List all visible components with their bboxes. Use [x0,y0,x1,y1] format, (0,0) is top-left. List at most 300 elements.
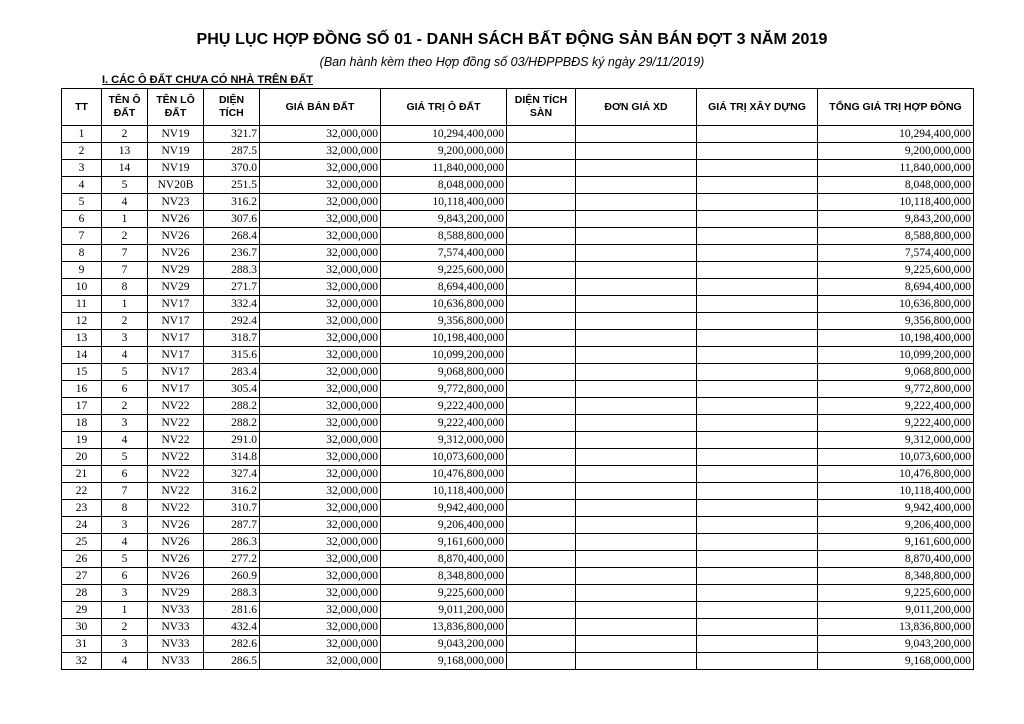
cell-gia-tri-o-dat: 11,840,000,000 [381,160,507,177]
cell-gia-tri-xay-dung [697,143,818,160]
cell-tt: 25 [62,534,102,551]
cell-ten-o-dat: 1 [102,296,148,313]
cell-ten-lo-dat: NV22 [148,500,204,517]
cell-gia-tri-o-dat: 9,225,600,000 [381,262,507,279]
cell-tong-gia-tri: 9,222,400,000 [818,415,974,432]
cell-dien-tich-san [507,313,576,330]
cell-dien-tich: 236.7 [204,245,260,262]
cell-dien-tich: 321.7 [204,126,260,143]
cell-tt: 10 [62,279,102,296]
cell-ten-o-dat: 1 [102,211,148,228]
cell-ten-o-dat: 3 [102,330,148,347]
cell-tong-gia-tri: 8,694,400,000 [818,279,974,296]
cell-tt: 6 [62,211,102,228]
cell-ten-lo-dat: NV17 [148,364,204,381]
cell-gia-tri-xay-dung [697,415,818,432]
table-row [62,636,974,653]
table-row [62,534,974,551]
cell-tt: 5 [62,194,102,211]
cell-gia-tri-xay-dung [697,517,818,534]
cell-dien-tich-san [507,449,576,466]
cell-don-gia-xd [576,313,697,330]
cell-dien-tich-san [507,177,576,194]
cell-ten-lo-dat: NV29 [148,585,204,602]
cell-tong-gia-tri: 10,118,400,000 [818,483,974,500]
cell-gia-ban-dat: 32,000,000 [260,177,381,194]
cell-don-gia-xd [576,619,697,636]
cell-gia-tri-o-dat: 9,200,000,000 [381,143,507,160]
cell-ten-o-dat: 2 [102,228,148,245]
cell-ten-o-dat: 6 [102,466,148,483]
cell-gia-tri-o-dat: 9,068,800,000 [381,364,507,381]
cell-dien-tich-san [507,585,576,602]
cell-tt: 1 [62,126,102,143]
header-gia-tri-o-dat: GIÁ TRỊ Ô ĐẤT [381,89,507,126]
cell-don-gia-xd [576,551,697,568]
header-ten-lo-dat: TÊN LÔ ĐẤT [148,89,204,126]
cell-gia-tri-xay-dung [697,602,818,619]
cell-tt: 8 [62,245,102,262]
cell-gia-tri-o-dat: 9,161,600,000 [381,534,507,551]
cell-gia-tri-xay-dung [697,347,818,364]
cell-dien-tich: 286.3 [204,534,260,551]
cell-gia-ban-dat: 32,000,000 [260,636,381,653]
cell-tong-gia-tri: 10,636,800,000 [818,296,974,313]
cell-dien-tich-san [507,415,576,432]
cell-gia-tri-o-dat: 8,348,800,000 [381,568,507,585]
cell-dien-tich-san [507,551,576,568]
table-row [62,347,974,364]
cell-ten-o-dat: 3 [102,636,148,653]
cell-dien-tich: 288.2 [204,415,260,432]
cell-gia-ban-dat: 32,000,000 [260,551,381,568]
cell-ten-lo-dat: NV33 [148,653,204,670]
cell-dien-tich-san [507,143,576,160]
cell-ten-lo-dat: NV22 [148,466,204,483]
cell-don-gia-xd [576,636,697,653]
cell-ten-lo-dat: NV22 [148,398,204,415]
cell-tt: 20 [62,449,102,466]
cell-gia-tri-o-dat: 9,843,200,000 [381,211,507,228]
cell-tt: 18 [62,415,102,432]
cell-gia-tri-o-dat: 9,043,200,000 [381,636,507,653]
cell-gia-ban-dat: 32,000,000 [260,483,381,500]
cell-gia-tri-o-dat: 8,588,800,000 [381,228,507,245]
cell-dien-tich: 288.3 [204,585,260,602]
table-row [62,466,974,483]
header-gia-tri-xay-dung: GIÁ TRỊ XÂY DỰNG [697,89,818,126]
cell-tt: 4 [62,177,102,194]
cell-dien-tich-san [507,398,576,415]
cell-tong-gia-tri: 10,073,600,000 [818,449,974,466]
cell-gia-tri-o-dat: 10,294,400,000 [381,126,507,143]
cell-ten-lo-dat: NV20B [148,177,204,194]
table-row [62,194,974,211]
cell-gia-tri-xay-dung [697,568,818,585]
cell-gia-ban-dat: 32,000,000 [260,568,381,585]
cell-ten-o-dat: 4 [102,653,148,670]
property-table [61,88,974,670]
table-row [62,313,974,330]
cell-gia-tri-xay-dung [697,279,818,296]
cell-dien-tich-san [507,245,576,262]
cell-dien-tich-san [507,347,576,364]
cell-ten-lo-dat: NV26 [148,211,204,228]
cell-don-gia-xd [576,177,697,194]
cell-gia-tri-o-dat: 9,225,600,000 [381,585,507,602]
cell-don-gia-xd [576,347,697,364]
cell-don-gia-xd [576,602,697,619]
cell-tong-gia-tri: 9,043,200,000 [818,636,974,653]
cell-tt: 23 [62,500,102,517]
cell-dien-tich: 315.6 [204,347,260,364]
cell-ten-lo-dat: NV33 [148,636,204,653]
cell-tong-gia-tri: 9,222,400,000 [818,398,974,415]
cell-dien-tich: 288.3 [204,262,260,279]
cell-dien-tich-san [507,279,576,296]
cell-gia-tri-o-dat: 9,772,800,000 [381,381,507,398]
cell-tong-gia-tri: 9,225,600,000 [818,262,974,279]
cell-dien-tich: 282.6 [204,636,260,653]
cell-ten-o-dat: 6 [102,381,148,398]
cell-gia-tri-xay-dung [697,177,818,194]
cell-dien-tich: 288.2 [204,398,260,415]
cell-don-gia-xd [576,228,697,245]
cell-ten-o-dat: 5 [102,449,148,466]
cell-dien-tich-san [507,517,576,534]
cell-dien-tich: 291.0 [204,432,260,449]
header-ten-o-dat: TÊN Ô ĐẤT [102,89,148,126]
cell-don-gia-xd [576,517,697,534]
table-row [62,296,974,313]
cell-tong-gia-tri: 11,840,000,000 [818,160,974,177]
cell-ten-lo-dat: NV17 [148,381,204,398]
cell-ten-o-dat: 3 [102,585,148,602]
cell-gia-tri-o-dat: 10,099,200,000 [381,347,507,364]
cell-tt: 21 [62,466,102,483]
cell-dien-tich: 287.5 [204,143,260,160]
header-tong-gia-tri: TỔNG GIÁ TRỊ HỢP ĐỒNG [818,89,974,126]
cell-don-gia-xd [576,653,697,670]
cell-ten-o-dat: 6 [102,568,148,585]
cell-gia-tri-o-dat: 10,118,400,000 [381,194,507,211]
cell-ten-o-dat: 4 [102,432,148,449]
table-row [62,143,974,160]
cell-ten-lo-dat: NV19 [148,126,204,143]
cell-dien-tich-san [507,228,576,245]
cell-ten-lo-dat: NV23 [148,194,204,211]
cell-dien-tich: 260.9 [204,568,260,585]
cell-dien-tich-san [507,483,576,500]
cell-gia-tri-o-dat: 10,636,800,000 [381,296,507,313]
cell-gia-tri-o-dat: 8,694,400,000 [381,279,507,296]
header-gia-ban-dat: GIÁ BÁN ĐẤT [260,89,381,126]
cell-dien-tich-san [507,636,576,653]
cell-gia-tri-xay-dung [697,551,818,568]
cell-tong-gia-tri: 9,206,400,000 [818,517,974,534]
cell-don-gia-xd [576,381,697,398]
cell-tt: 27 [62,568,102,585]
cell-don-gia-xd [576,364,697,381]
table-row [62,653,974,670]
cell-gia-ban-dat: 32,000,000 [260,415,381,432]
table-row [62,432,974,449]
cell-gia-tri-xay-dung [697,653,818,670]
table-row [62,228,974,245]
cell-don-gia-xd [576,126,697,143]
cell-tt: 22 [62,483,102,500]
cell-ten-o-dat: 4 [102,534,148,551]
cell-tong-gia-tri: 8,870,400,000 [818,551,974,568]
cell-ten-o-dat: 8 [102,500,148,517]
cell-ten-lo-dat: NV26 [148,534,204,551]
cell-don-gia-xd [576,500,697,517]
table-row [62,126,974,143]
cell-dien-tich: 305.4 [204,381,260,398]
cell-gia-tri-xay-dung [697,449,818,466]
cell-ten-o-dat: 7 [102,483,148,500]
cell-tt: 19 [62,432,102,449]
cell-tong-gia-tri: 9,942,400,000 [818,500,974,517]
cell-don-gia-xd [576,279,697,296]
cell-tt: 2 [62,143,102,160]
cell-ten-lo-dat: NV22 [148,449,204,466]
cell-gia-tri-xay-dung [697,483,818,500]
table-row [62,551,974,568]
cell-dien-tich: 281.6 [204,602,260,619]
cell-gia-tri-xay-dung [697,381,818,398]
cell-don-gia-xd [576,194,697,211]
cell-dien-tich-san [507,602,576,619]
cell-don-gia-xd [576,245,697,262]
cell-ten-o-dat: 8 [102,279,148,296]
section-heading: I. CÁC Ô ĐẤT CHƯA CÓ NHÀ TRÊN ĐẤT [102,74,313,86]
cell-tong-gia-tri: 13,836,800,000 [818,619,974,636]
cell-gia-tri-o-dat: 9,206,400,000 [381,517,507,534]
cell-gia-ban-dat: 32,000,000 [260,160,381,177]
cell-dien-tich-san [507,619,576,636]
cell-ten-o-dat: 2 [102,126,148,143]
cell-don-gia-xd [576,211,697,228]
cell-tong-gia-tri: 9,356,800,000 [818,313,974,330]
cell-ten-lo-dat: NV26 [148,245,204,262]
table-row [62,262,974,279]
cell-don-gia-xd [576,398,697,415]
cell-ten-lo-dat: NV22 [148,483,204,500]
cell-gia-ban-dat: 32,000,000 [260,466,381,483]
cell-gia-tri-xay-dung [697,330,818,347]
cell-tt: 28 [62,585,102,602]
table-row [62,245,974,262]
cell-gia-ban-dat: 32,000,000 [260,602,381,619]
cell-tong-gia-tri: 8,348,800,000 [818,568,974,585]
cell-gia-ban-dat: 32,000,000 [260,211,381,228]
cell-tt: 30 [62,619,102,636]
cell-ten-o-dat: 5 [102,177,148,194]
cell-don-gia-xd [576,466,697,483]
table-row [62,177,974,194]
cell-ten-o-dat: 3 [102,517,148,534]
cell-dien-tich: 271.7 [204,279,260,296]
cell-gia-tri-o-dat: 7,574,400,000 [381,245,507,262]
cell-gia-tri-o-dat: 10,118,400,000 [381,483,507,500]
cell-gia-tri-xay-dung [697,262,818,279]
cell-tt: 12 [62,313,102,330]
table-row [62,602,974,619]
cell-gia-tri-o-dat: 9,312,000,000 [381,432,507,449]
cell-gia-tri-o-dat: 13,836,800,000 [381,619,507,636]
cell-gia-tri-xay-dung [697,211,818,228]
cell-gia-tri-xay-dung [697,534,818,551]
cell-tt: 15 [62,364,102,381]
cell-don-gia-xd [576,262,697,279]
cell-gia-tri-o-dat: 9,942,400,000 [381,500,507,517]
cell-gia-tri-xay-dung [697,126,818,143]
cell-dien-tich: 277.2 [204,551,260,568]
cell-don-gia-xd [576,160,697,177]
cell-gia-tri-o-dat: 9,011,200,000 [381,602,507,619]
cell-gia-ban-dat: 32,000,000 [260,500,381,517]
cell-gia-ban-dat: 32,000,000 [260,262,381,279]
cell-dien-tich: 268.4 [204,228,260,245]
table-row [62,279,974,296]
cell-ten-o-dat: 14 [102,160,148,177]
cell-tong-gia-tri: 10,476,800,000 [818,466,974,483]
cell-gia-tri-o-dat: 8,870,400,000 [381,551,507,568]
cell-ten-lo-dat: NV33 [148,602,204,619]
cell-dien-tich-san [507,568,576,585]
cell-ten-o-dat: 5 [102,364,148,381]
cell-tong-gia-tri: 10,099,200,000 [818,347,974,364]
cell-gia-ban-dat: 32,000,000 [260,364,381,381]
cell-don-gia-xd [576,330,697,347]
cell-gia-tri-xay-dung [697,636,818,653]
cell-tt: 11 [62,296,102,313]
cell-gia-ban-dat: 32,000,000 [260,381,381,398]
cell-gia-ban-dat: 32,000,000 [260,517,381,534]
cell-dien-tich-san [507,500,576,517]
cell-gia-tri-xay-dung [697,364,818,381]
cell-gia-ban-dat: 32,000,000 [260,585,381,602]
cell-dien-tich-san [507,330,576,347]
cell-gia-ban-dat: 32,000,000 [260,143,381,160]
table-row [62,619,974,636]
cell-tt: 24 [62,517,102,534]
cell-ten-lo-dat: NV26 [148,568,204,585]
cell-gia-tri-xay-dung [697,585,818,602]
cell-ten-lo-dat: NV29 [148,279,204,296]
cell-tt: 29 [62,602,102,619]
header-tt: TT [62,89,102,126]
cell-tong-gia-tri: 10,198,400,000 [818,330,974,347]
cell-gia-ban-dat: 32,000,000 [260,347,381,364]
cell-dien-tich: 310.7 [204,500,260,517]
cell-dien-tich-san [507,466,576,483]
cell-gia-tri-xay-dung [697,313,818,330]
cell-gia-tri-xay-dung [697,466,818,483]
cell-tong-gia-tri: 9,011,200,000 [818,602,974,619]
cell-ten-lo-dat: NV17 [148,313,204,330]
header-dien-tich-san: DIỆN TÍCH SÀN [507,89,576,126]
cell-gia-tri-o-dat: 9,222,400,000 [381,398,507,415]
cell-tong-gia-tri: 8,588,800,000 [818,228,974,245]
cell-ten-lo-dat: NV17 [148,330,204,347]
cell-dien-tich-san [507,653,576,670]
cell-tt: 17 [62,398,102,415]
cell-gia-ban-dat: 32,000,000 [260,449,381,466]
cell-gia-tri-o-dat: 10,198,400,000 [381,330,507,347]
cell-ten-o-dat: 2 [102,398,148,415]
cell-tt: 26 [62,551,102,568]
cell-ten-o-dat: 4 [102,347,148,364]
cell-gia-tri-xay-dung [697,245,818,262]
table-row [62,381,974,398]
cell-dien-tich: 316.2 [204,194,260,211]
cell-ten-o-dat: 4 [102,194,148,211]
cell-ten-lo-dat: NV26 [148,551,204,568]
cell-tong-gia-tri: 9,068,800,000 [818,364,974,381]
cell-gia-tri-xay-dung [697,160,818,177]
cell-ten-lo-dat: NV19 [148,143,204,160]
cell-dien-tich: 332.4 [204,296,260,313]
cell-gia-tri-o-dat: 9,168,000,000 [381,653,507,670]
cell-dien-tich: 318.7 [204,330,260,347]
cell-dien-tich-san [507,364,576,381]
cell-tong-gia-tri: 9,168,000,000 [818,653,974,670]
table-header-row [62,89,974,126]
cell-gia-tri-xay-dung [697,500,818,517]
cell-dien-tich-san [507,432,576,449]
cell-dien-tich-san [507,126,576,143]
cell-don-gia-xd [576,143,697,160]
cell-tong-gia-tri: 9,312,000,000 [818,432,974,449]
cell-dien-tich-san [507,160,576,177]
table-row [62,364,974,381]
cell-gia-ban-dat: 32,000,000 [260,330,381,347]
cell-dien-tich-san [507,262,576,279]
cell-tong-gia-tri: 10,118,400,000 [818,194,974,211]
cell-ten-o-dat: 2 [102,619,148,636]
cell-gia-ban-dat: 32,000,000 [260,279,381,296]
cell-gia-tri-xay-dung [697,296,818,313]
cell-gia-tri-o-dat: 9,222,400,000 [381,415,507,432]
cell-ten-o-dat: 2 [102,313,148,330]
cell-don-gia-xd [576,449,697,466]
table-row [62,449,974,466]
cell-ten-o-dat: 5 [102,551,148,568]
cell-dien-tich: 292.4 [204,313,260,330]
header-don-gia-xd: ĐƠN GIÁ XD [576,89,697,126]
cell-gia-tri-xay-dung [697,432,818,449]
cell-dien-tich: 314.8 [204,449,260,466]
table-row [62,500,974,517]
cell-dien-tich-san [507,296,576,313]
cell-dien-tich: 283.4 [204,364,260,381]
table-row [62,415,974,432]
header-dien-tich: DIỆN TÍCH [204,89,260,126]
cell-dien-tich-san [507,534,576,551]
cell-dien-tich: 287.7 [204,517,260,534]
cell-dien-tich: 316.2 [204,483,260,500]
cell-gia-ban-dat: 32,000,000 [260,228,381,245]
cell-gia-ban-dat: 32,000,000 [260,619,381,636]
cell-gia-ban-dat: 32,000,000 [260,126,381,143]
cell-gia-ban-dat: 32,000,000 [260,534,381,551]
document-title: PHỤ LỤC HỢP ĐỒNG SỐ 01 - DANH SÁCH BẤT ĐỘNG SẢN BÁN ĐỢT 3 NĂM 2019 [196,31,828,48]
cell-tt: 32 [62,653,102,670]
cell-ten-lo-dat: NV33 [148,619,204,636]
cell-tt: 14 [62,347,102,364]
